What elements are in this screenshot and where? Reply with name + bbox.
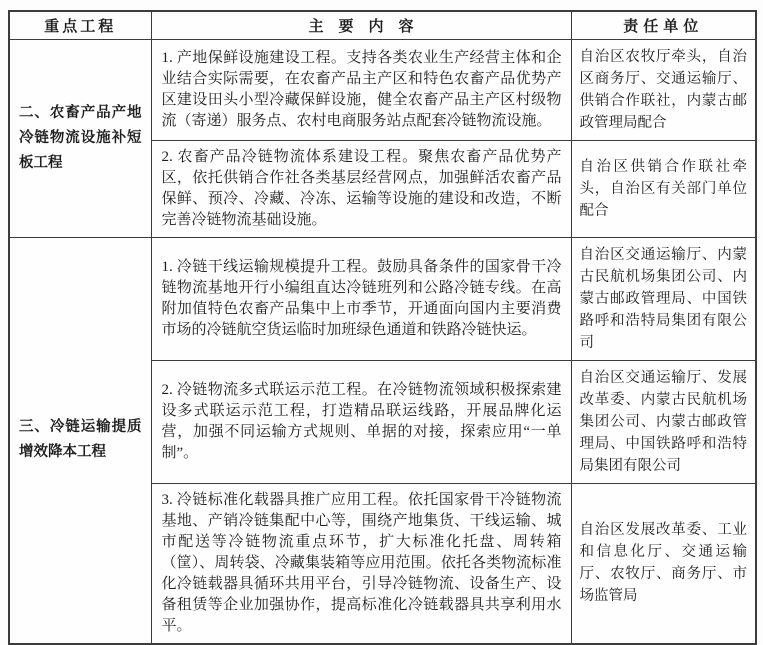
header-key-project: 重点工程 — [9, 11, 151, 39]
section-2-row-1-content: 1. 产地保鲜设施建设工程。支持各类农业生产经营主体和企业结合实际需要，在农畜产品主产区和特色农畜产品优势产区建设田头小型冷藏保鲜设施，健全农畜产品主产区村级物流（寄递）服务点、农村电商服务站点配套冷链物流设施。 — [151, 39, 571, 140]
header-responsible-unit: 责任单位 — [571, 11, 756, 39]
section-3-row-3-content: 3. 冷链标准化载器具推广应用工程。依托国家骨干冷链物流基地、产销冷链集配中心等，围绕产地集货、干线运输、城市配送等冷链物流重点环节，扩大标准化托盘、周转箱（筐）、周转袋、冷藏集装箱等应用范围。依托各类物流标准化冷链载器具循环共用平台，引导冷链物流、设备生产、设备租赁等企业加强协作，提高标准化冷链载器具共享利用水平。 — [151, 483, 571, 644]
section-3-row-1-responsible: 自治区交通运输厅、内蒙古民航机场集团公司、内蒙古邮政管理局、中国铁路呼和浩特局集团有限公司 — [571, 237, 756, 360]
section-3-row-3-responsible: 自治区发展改革委、工业和信息化厅、交通运输厅、农牧厅、商务厅、市场监管局 — [571, 483, 756, 644]
table-header-row — [9, 11, 756, 39]
section-2-row-2-content: 2. 农畜产品冷链物流体系建设工程。聚焦农畜产品优势产区，依托供销合作社各类基层经营网点，加强鲜活农畜产品保鲜、预冷、冷藏、冷冻、运输等设施的建设和改造，不断完善冷链物流基础设施。 — [151, 140, 571, 237]
header-main-content: 主 要 内 容 — [151, 11, 571, 39]
section-3-row-2-content: 2. 冷链物流多式联运示范工程。在冷链物流领域积极探索建设多式联运示范工程，打造精品联运线路，开展品牌化运营，加强不同运输方式规则、单据的对接，探索应用“一单制”。 — [151, 360, 571, 483]
section-2-title: 二、农畜产品产地冷链物流设施补短板工程 — [9, 39, 151, 237]
table-row — [9, 39, 756, 140]
section-2-row-2-responsible: 自治区供销合作联社牵头，自治区有关部门单位配合 — [571, 140, 756, 237]
key-projects-table — [8, 10, 757, 645]
section-3-row-2-responsible: 自治区交通运输厅、发展改革委、内蒙古民航机场集团公司、内蒙古邮政管理局、中国铁路呼和浩特局集团有限公司 — [571, 360, 756, 483]
section-3-title: 三、冷链运输提质增效降本工程 — [9, 237, 151, 644]
section-2-row-1-responsible: 自治区农牧厅牵头，自治区商务厅、交通运输厅、供销合作联社，内蒙古邮政管理局配合 — [571, 39, 756, 140]
section-3-row-1-content: 1. 冷链干线运输规模提升工程。鼓励具备条件的国家骨干冷链物流基地开行小编组直达冷链班列和公路冷链专线。在高附加值特色农畜产品集中上市季节，开通面向国内主要消费市场的冷链航空货运临时加班绿色通道和铁路冷链快运。 — [151, 237, 571, 360]
table-row — [9, 237, 756, 360]
